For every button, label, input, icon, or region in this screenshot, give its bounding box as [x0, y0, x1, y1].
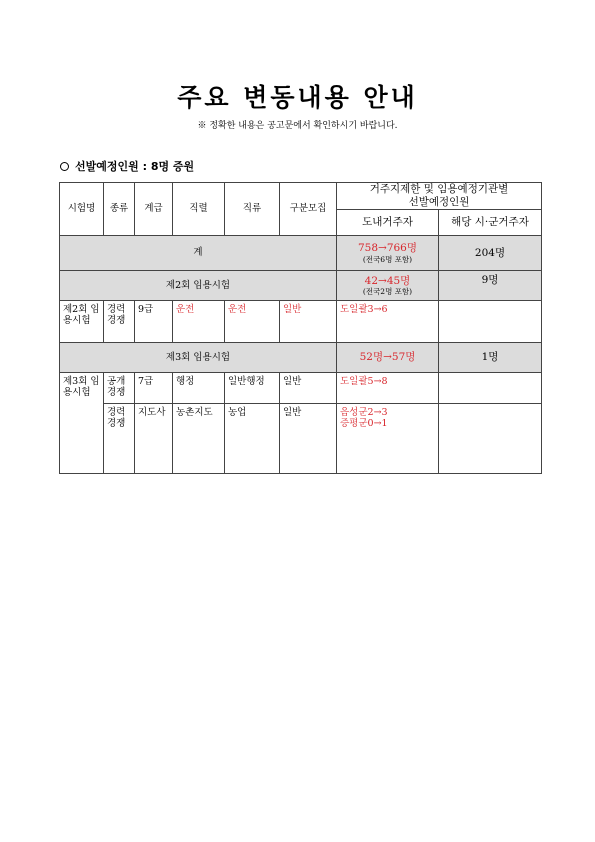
exam3-row2-in-province-1: 음성군2→3 — [340, 407, 388, 418]
table-row — [60, 301, 542, 343]
header-group-line2: 선발예정인원 — [408, 196, 470, 208]
section-heading-text: 선발예정인원 : 8명 증원 — [75, 160, 195, 173]
exam3-row2-job-category: 농업 — [225, 404, 280, 474]
total-row — [60, 236, 542, 271]
exam2-row-division: 일반 — [280, 301, 337, 343]
header-in-province: 도내거주자 — [337, 210, 439, 236]
exam2-summary-row — [60, 271, 542, 301]
exam2-row-type: 경력 경쟁 — [104, 301, 135, 343]
exam3-row2-in-province — [337, 404, 439, 474]
exam2-in-province-value: 42→45명 — [364, 274, 411, 287]
header-recruit-division: 구분모집 — [280, 183, 337, 236]
page-title: 주요 변동내용 안내 — [177, 83, 418, 112]
total-in-province — [337, 236, 439, 271]
section-heading — [60, 158, 194, 174]
header-group-line1: 거주지제한 및 임용예정기관별 — [369, 183, 509, 196]
exam3-row2-in-province-2: 증평군0→1 — [340, 418, 388, 430]
exam2-row-job-category: 운전 — [225, 301, 280, 343]
exam3-local: 1명 — [439, 343, 542, 373]
table-row — [60, 373, 542, 404]
total-in-province-value: 758→766명 — [357, 242, 418, 255]
exam3-row2-grade: 지도사 — [135, 404, 173, 474]
exam3-row1-grade: 7급 — [135, 373, 173, 404]
exam3-row1-division: 일반 — [280, 373, 337, 404]
exam3-row1-local — [439, 373, 542, 404]
exam2-in-province-note: (전국2명 포함) — [362, 287, 413, 297]
exam2-row-grade: 9급 — [135, 301, 173, 343]
exam3-row1-job-rank: 행정 — [173, 373, 225, 404]
exam2-in-province — [337, 271, 439, 301]
exam3-row2-type: 경력 경쟁 — [104, 404, 135, 474]
exam3-row2-job-rank: 농촌지도 — [173, 404, 225, 474]
exam2-label: 제2회 임용시험 — [60, 271, 337, 301]
exam3-row2-local — [439, 404, 542, 474]
exam2-local: 9명 — [439, 271, 542, 301]
header-job-category: 직류 — [225, 183, 280, 236]
exam2-row-job-rank: 운전 — [173, 301, 225, 343]
table-row — [60, 404, 542, 474]
exam2-row-in-province: 도일괄3→6 — [337, 301, 439, 343]
total-in-province-note: (전국6명 포함) — [362, 254, 413, 264]
exam3-row1-job-category: 일반행정 — [225, 373, 280, 404]
exam3-row-exam: 제3회 임용시험 — [60, 373, 104, 474]
header-local-resident: 해당 시·군거주자 — [439, 210, 542, 236]
table-header-row — [60, 183, 542, 210]
total-label: 계 — [60, 236, 337, 271]
exam3-summary-row — [60, 343, 542, 373]
exam3-row2-division: 일반 — [280, 404, 337, 474]
exam3-row1-in-province: 도일괄5→8 — [337, 373, 439, 404]
exam3-in-province: 52명→57명 — [337, 343, 439, 373]
header-group — [337, 183, 542, 210]
total-local: 204명 — [439, 236, 542, 271]
exam3-row1-type: 공개 경쟁 — [104, 373, 135, 404]
circle-bullet-icon — [60, 162, 69, 171]
notice-text: ※ 정확한 내용은 공고문에서 확인하시기 바랍니다. — [197, 121, 398, 131]
recruitment-table — [59, 182, 542, 474]
exam2-row-exam: 제2회 임용시험 — [60, 301, 104, 343]
header-type: 종류 — [104, 183, 135, 236]
header-grade: 계급 — [135, 183, 173, 236]
header-exam-name: 시험명 — [60, 183, 104, 236]
exam3-label: 제3회 임용시험 — [60, 343, 337, 373]
exam2-row-local — [439, 301, 542, 343]
header-job-rank: 직렬 — [173, 183, 225, 236]
